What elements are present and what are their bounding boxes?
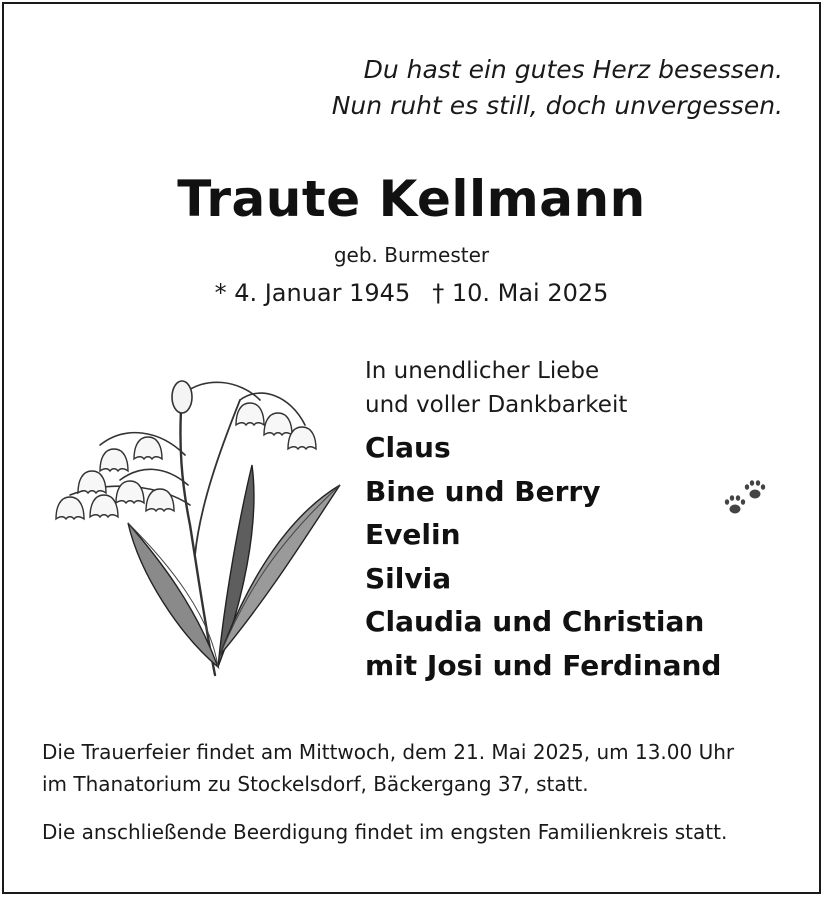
funeral-line-2: im Thanatorium zu Stockelsdorf, Bäckergang 37, statt. — [42, 772, 589, 796]
funeral-info — [42, 736, 734, 800]
mourner-name: Silvia — [365, 561, 452, 595]
mourners-names — [365, 426, 721, 687]
birth-name: geb. Burmester — [333, 243, 490, 267]
poem — [332, 52, 783, 124]
deceased-name: Traute Kellmann — [177, 170, 646, 228]
mourners-intro-1: In unendlicher Liebe — [365, 358, 600, 384]
mourner-name: mit Josi und Ferdinand — [365, 648, 722, 682]
birth-date: * 4. Januar 1945 — [214, 279, 411, 307]
mourner-name: Bine und Berry — [365, 474, 601, 508]
mourner-name: Claudia und Christian — [365, 605, 705, 638]
mourner-name: Evelin — [365, 518, 461, 551]
mourners-intro-2: und voller Dankbarkeit — [365, 392, 628, 418]
funeral-line-1: Die Trauerfeier findet am Mittwoch, dem 21. Mai 2025, um 13.00 Uhr — [42, 740, 735, 764]
paw-prints-icon — [722, 478, 768, 518]
death-date: † 10. Mai 2025 — [432, 279, 609, 307]
poem-line-1: Du hast ein gutes Herz besessen. — [363, 55, 783, 84]
burial-info: Die anschließende Beerdigung findet im engsten Familienkreis statt. — [42, 820, 728, 844]
mourner-name: Claus — [365, 431, 451, 464]
lily-of-the-valley-illustration — [30, 355, 350, 685]
life-dates — [0, 279, 823, 307]
mourners-block — [365, 354, 721, 687]
poem-line-2: Nun ruht es still, doch unvergessen. — [331, 91, 783, 120]
